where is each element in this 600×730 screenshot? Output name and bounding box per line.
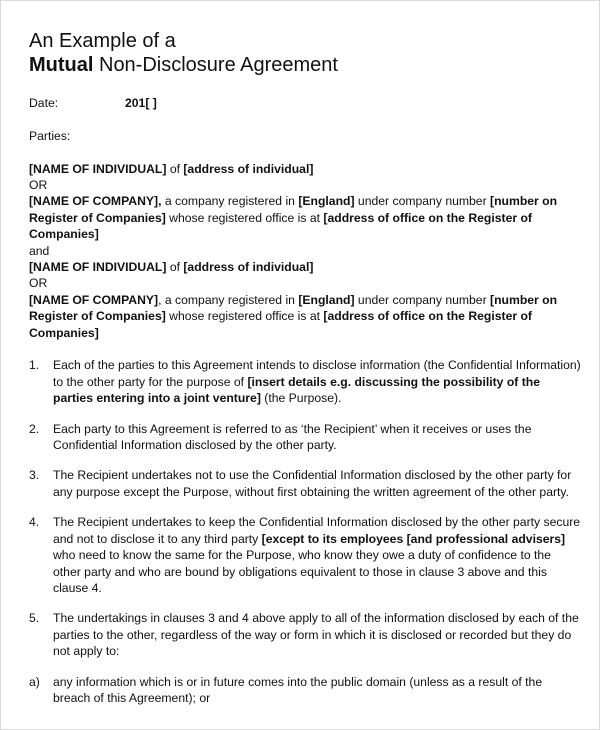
company-text: under company number xyxy=(354,194,491,209)
date-label: Date: xyxy=(29,96,59,110)
of-text: of xyxy=(166,260,184,275)
clause-text: The Recipient undertakes not to use the Confidential Information disclosed by the other party for any purpose except the Purpose, without first obtaining the written agreement of the other party. xyxy=(53,468,572,499)
party-block-1 xyxy=(29,161,581,243)
company-country: [England] xyxy=(298,292,355,307)
company-text: whose registered office is at xyxy=(165,210,324,225)
title-bold-word: Mutual xyxy=(29,54,94,76)
title-rest: Non-Disclosure Agreement xyxy=(93,54,338,76)
individual-address: [address of individual] xyxy=(183,260,314,275)
clause-text: any information which is or in future comes into the public domain (unless as a result of the breach of this Agreement); or xyxy=(53,674,543,705)
title-line-2 xyxy=(29,53,338,77)
party-individual-line xyxy=(29,161,581,177)
document-title xyxy=(29,29,338,77)
company-office: [address of office on the Register of Companies] xyxy=(29,309,532,340)
clause-3 xyxy=(29,467,581,500)
clause-2 xyxy=(29,421,581,454)
company-name: [NAME OF COMPANY] xyxy=(29,292,159,307)
clause-1 xyxy=(29,357,581,406)
individual-name: [NAME OF INDIVIDUAL] xyxy=(29,260,167,275)
clause-number: 4. xyxy=(29,515,40,530)
clause-text-part: Each of the parties to this Agreement intends to disclose information (the Confidential Information) to the other party for the purpose of xyxy=(53,358,581,389)
title-line-1: An Example of a xyxy=(29,30,176,52)
individual-address: [address of individual] xyxy=(183,161,314,176)
clause-text: Each party to this Agreement is referred to as ‘the Recipient’ when it receives or uses the Confidential Information disclosed by the other party. xyxy=(53,421,532,453)
parties-label: Parties: xyxy=(29,128,71,143)
clause-4 xyxy=(29,514,581,596)
company-name: [NAME OF COMPANY], xyxy=(29,194,162,209)
company-text: , a company registered in xyxy=(158,292,299,307)
and-text: and xyxy=(29,243,50,258)
party-company-text xyxy=(29,292,581,341)
party-company-text xyxy=(29,193,581,242)
company-text: a company registered in xyxy=(161,194,299,209)
clause-a xyxy=(29,674,581,707)
clause-bold-part: [insert details e.g. discussing the possibility of the parties entering into a joint venture] xyxy=(53,374,541,406)
clause-text-part: who need to know the same for the Purpose, who know they owe a duty of confidence to the other party and who are bound by obligations equivalent to those in clause 3 above and this clause 4. xyxy=(53,548,551,595)
clause-number: 3. xyxy=(29,468,40,483)
clause-number: 2. xyxy=(29,421,40,436)
clause-text xyxy=(53,357,581,406)
party-individual-line xyxy=(29,259,581,275)
clause-bold-part: [except to its employees [and professional advisers] xyxy=(261,531,566,546)
clause-number: 1. xyxy=(29,358,40,373)
clause-number: 5. xyxy=(29,611,40,626)
or-text: OR xyxy=(29,276,48,291)
of-text: of xyxy=(166,161,184,176)
clause-5 xyxy=(29,610,581,659)
date-value: 201[ ] xyxy=(125,96,157,110)
company-number: [number on Register of Companies] xyxy=(29,292,558,324)
clause-number: a) xyxy=(29,674,40,689)
date-row xyxy=(29,95,581,111)
clause-text-part: (the Purpose). xyxy=(260,391,342,406)
document-body xyxy=(29,95,581,706)
party-block-2 xyxy=(29,259,581,341)
company-text: under company number xyxy=(354,292,491,307)
clause-text-part: The Recipient undertakes to keep the Confidential Information disclosed by the other party secure and not to disclose it to any third party xyxy=(53,515,581,546)
individual-name: [NAME OF INDIVIDUAL] xyxy=(29,161,167,176)
or-text: OR xyxy=(29,178,48,192)
clause-text xyxy=(53,514,581,596)
clause-text: The undertakings in clauses 3 and 4 above apply to all of the information disclosed by each of the parties to the other, regardless of the way or form in which it is disclosed or recorded but they do not apply to: xyxy=(53,611,579,659)
company-text: whose registered office is at xyxy=(165,309,324,324)
company-office: [address of office on the Register of Companies] xyxy=(29,210,532,242)
company-number: [number on Register of Companies] xyxy=(29,194,558,225)
company-country: [England] xyxy=(298,194,355,209)
